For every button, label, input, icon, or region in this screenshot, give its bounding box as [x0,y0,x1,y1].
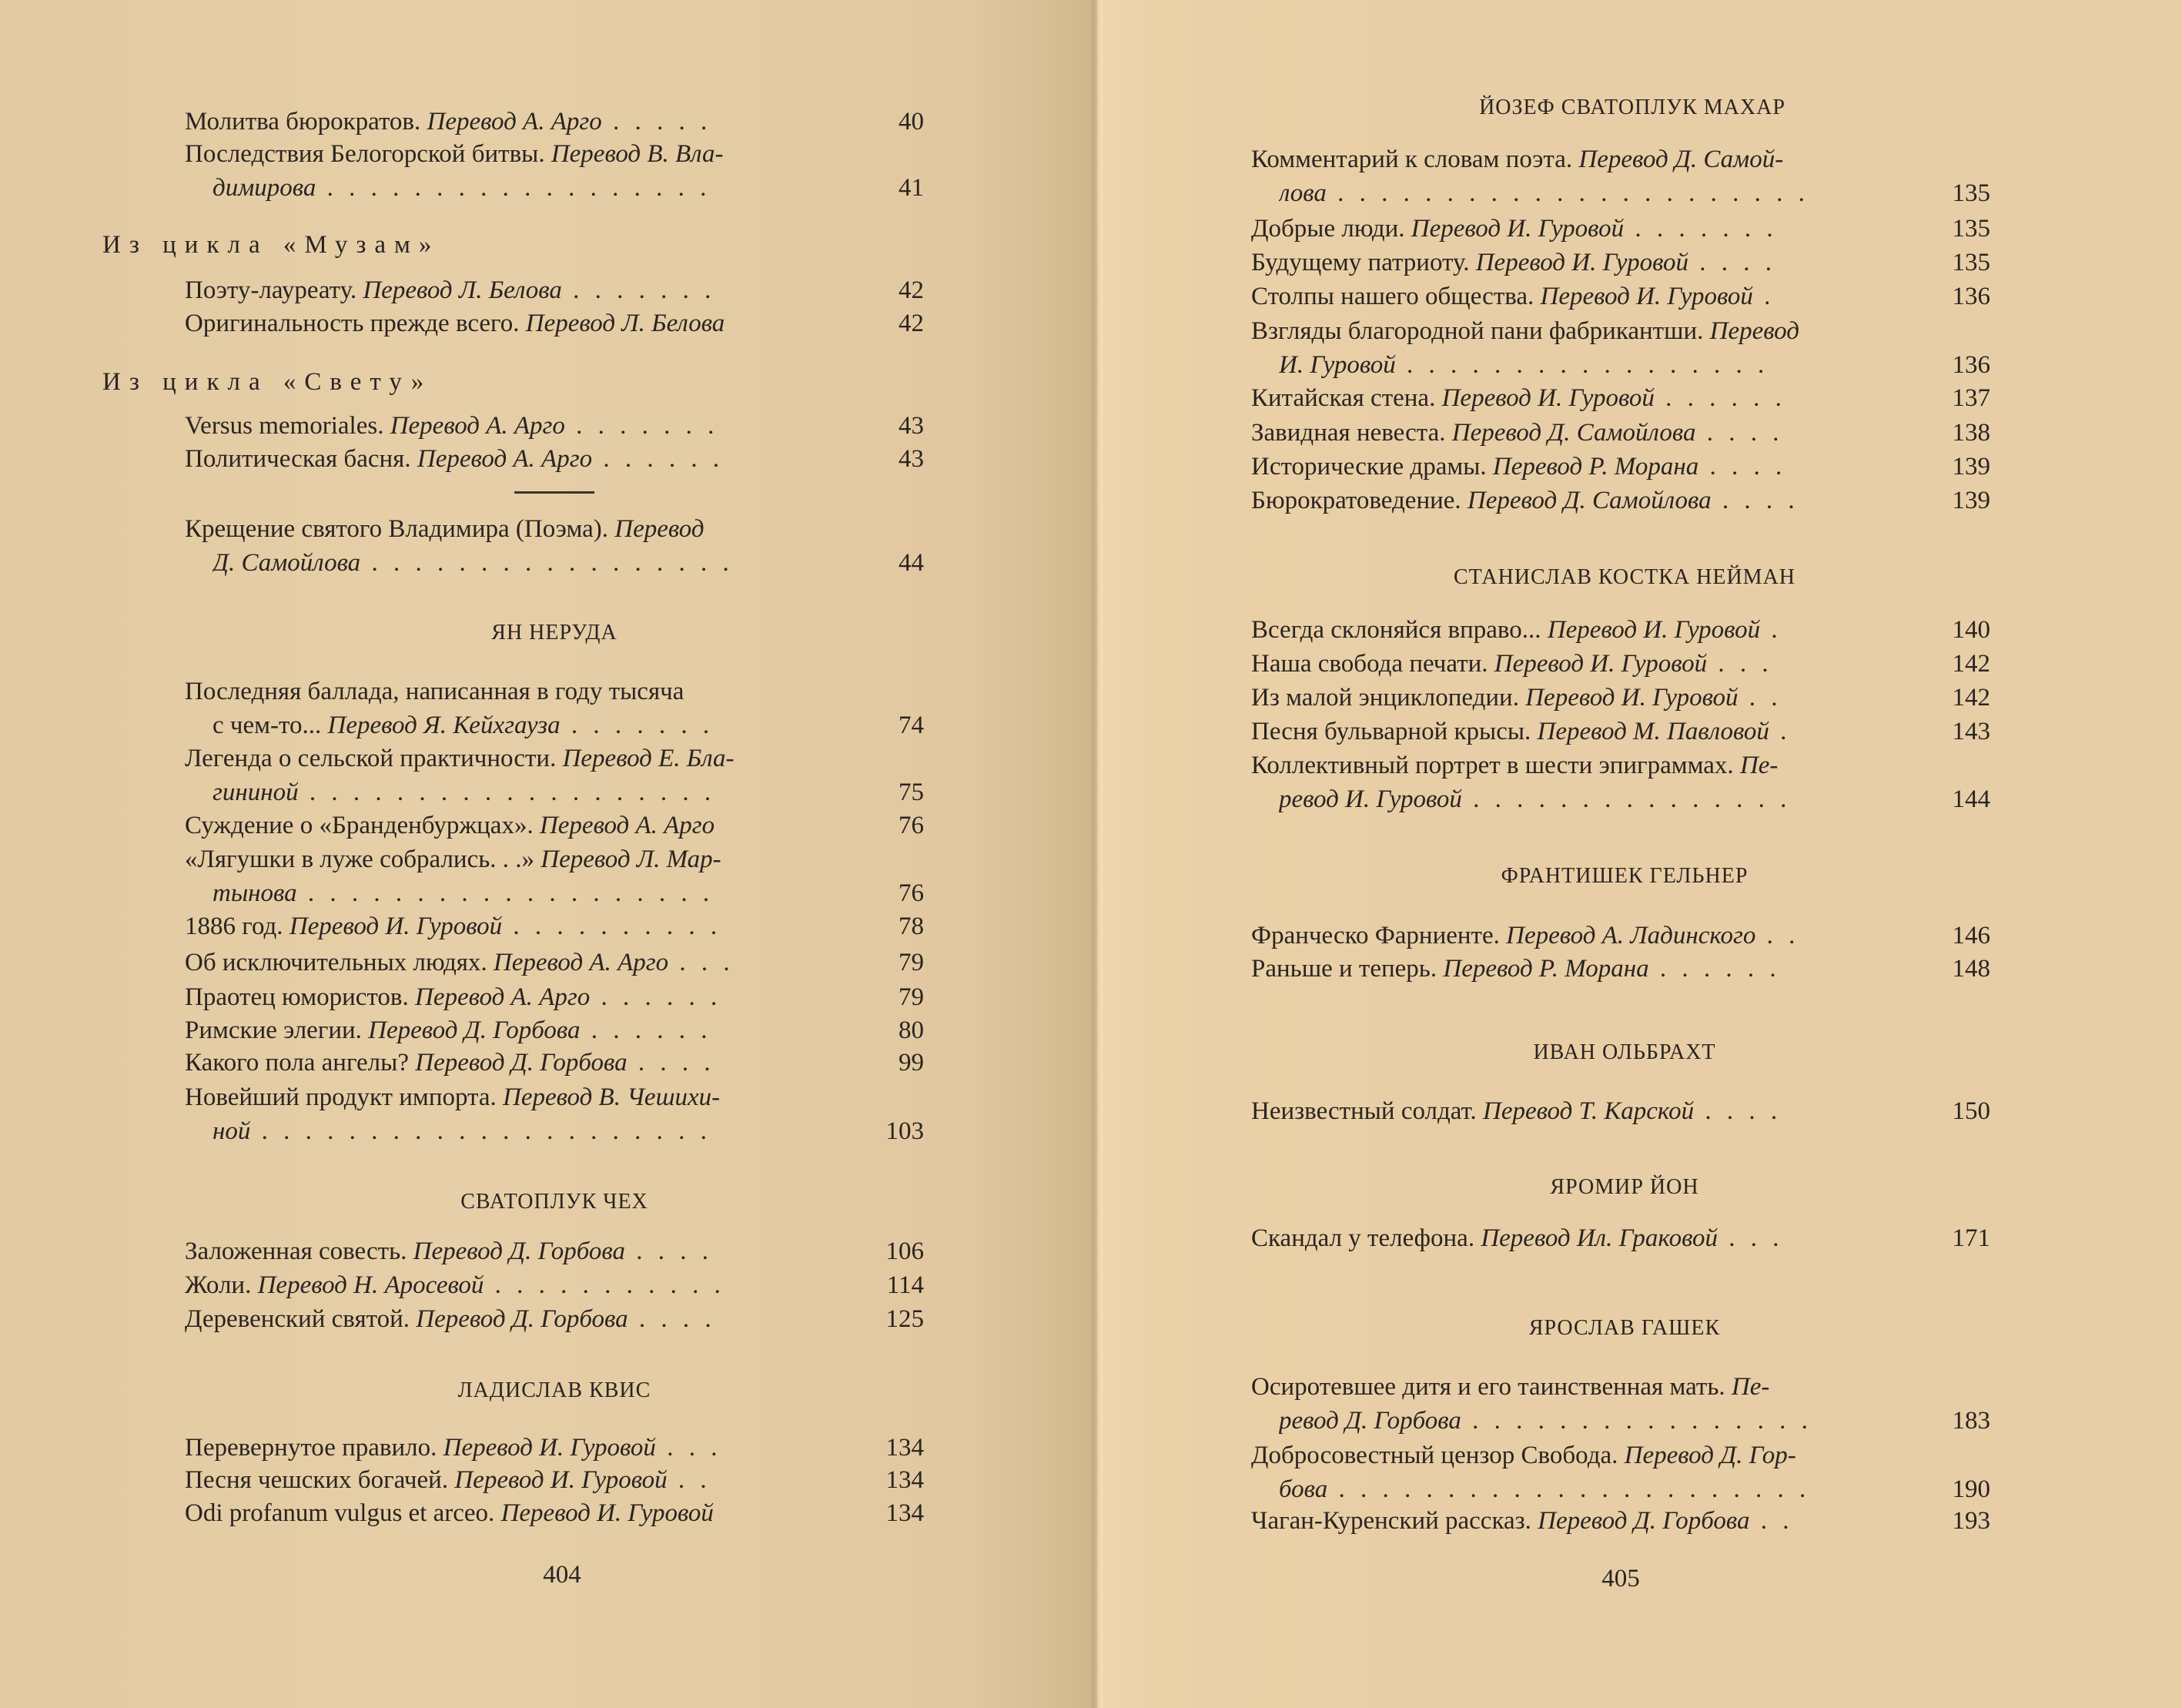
toc-line [185,909,924,943]
entry-title: Об исключительных людях. [185,949,487,976]
cycle-heading: Из цикла «Музам» [102,231,440,259]
author-heading: СВАТОПЛУК ЧЕХ [460,1190,648,1214]
toc-line [185,1080,924,1114]
entry-title: Неизвестный солдат. [1251,1097,1477,1125]
entry-title-cont: с чем-то... [213,712,322,739]
entry-translator: Перевод Р. Морана [1492,453,1699,481]
toc-line [185,1234,924,1268]
dot-leader: . . [1755,922,1800,949]
entry-translator: Перевод А. Арго [390,412,565,440]
dot-leader: . [1769,718,1792,745]
toc-page-number: 99 [899,1049,924,1077]
toc-line [213,546,924,580]
author-heading: ЛАДИСЛАВ КВИС [457,1378,651,1402]
dot-leader: . . . . . . [1654,384,1786,412]
dot-leader: . . . . [1711,487,1799,514]
toc-page-number: 138 [1952,419,1990,447]
entry-translator: Перевод И. Гуровой [1494,650,1708,678]
toc-page-number: 43 [899,412,924,440]
entry-title: Раньше и теперь. [1251,955,1437,983]
entry-title: 1886 год. [185,913,283,940]
toc-page-number: 80 [899,1016,924,1044]
entry-title: Заложенная совесть. [185,1237,407,1265]
entry-title: Какого пола ангелы? [185,1049,409,1077]
entry-title: Всегда склоняйся вправо... [1251,616,1541,644]
entry-translator: Перевод А. Арго [417,445,593,473]
entry-translator: Перевод Д. Самой- [1578,146,1784,173]
entry-title: Бюрократоведение. [1251,487,1461,514]
dot-leader: . . . . . . . [564,412,719,440]
entry-translator: Перевод И. Гуровой [454,1466,668,1494]
toc-line [1251,1438,1990,1472]
book-gutter [1092,0,1103,1708]
dot-leader: . [1760,616,1782,644]
entry-title: Перевернутое правило. [185,1434,437,1462]
dot-leader: . . . [1718,1224,1784,1252]
toc-page-number: 136 [1952,283,1990,310]
toc-line [185,137,924,171]
entry-translator: Перевод Т. Карской [1483,1097,1695,1125]
toc-line [213,171,924,205]
entry-translator: Перевод И. Гуровой [1525,684,1739,712]
toc-page-number: 142 [1952,650,1990,678]
entry-title: Скандал у телефона. [1251,1224,1475,1252]
dot-leader: . . . . . . . . . . . [484,1271,725,1299]
entry-translator: Перевод Л. Белова [363,276,562,304]
toc-page-number: 144 [1952,785,1990,813]
dot-leader: . . . . . . [590,983,722,1011]
entry-title: Столпы нашего общества. [1251,283,1534,310]
dot-leader: . . . . . . . . . . . . . . . [1461,785,1792,813]
toc-line [185,306,924,340]
toc-page-number: 139 [1952,453,1990,481]
toc-line [185,1268,924,1302]
toc-page-number: 190 [1952,1475,1990,1503]
entry-title: Последствия Белогорской битвы. [185,140,545,168]
entry-title: Добросовестный цензор Свобода. [1251,1442,1618,1469]
entry-translator-cont: лова [1279,179,1327,207]
toc-page-number: 148 [1952,955,1990,983]
toc-line [185,1013,924,1047]
entry-translator-cont: ревод И. Гуровой [1279,785,1462,813]
entry-translator-cont: гининой [213,779,299,806]
toc-page-number: 42 [899,276,924,304]
toc-line [213,708,924,742]
entry-title: Молитва бюрократов. [185,108,421,136]
toc-line [1251,919,1990,953]
author-heading: ФРАНТИШЕК ГЕЛЬНЕР [1501,864,1749,888]
toc-page-number: 134 [885,1466,924,1494]
dot-leader: . . . . . . . [1624,215,1778,243]
entry-title: Поэту-лауреату. [185,276,357,304]
toc-page-number: 137 [1952,384,1990,412]
entry-translator: Перевод Д. Гор- [1624,1442,1796,1469]
entry-translator: Перевод А. Арго [427,108,602,136]
toc-line [185,409,924,443]
entry-translator: Перевод Р. Морана [1443,955,1649,983]
toc-line [1251,416,1990,450]
dot-leader: . . . . . . . . . . . . . . . . . [1395,351,1769,379]
toc-page-number: 103 [885,1117,924,1145]
entry-translator-cont: Перевод Я. Кейхгауза [327,712,561,739]
entry-title: Франческо Фарниенте. [1251,922,1500,949]
entry-translator: Перевод Д. Горбова [415,1049,627,1077]
dot-leader: . . . . . [601,108,712,136]
entry-translator: Пе- [1739,752,1779,779]
toc-line [1251,681,1990,715]
dot-leader: . . [1749,1507,1794,1535]
toc-line [1251,212,1990,246]
entry-translator: Перевод А. Арго [539,812,715,839]
dot-leader: . . . . [1695,419,1784,447]
toc-line [213,1114,924,1148]
entry-translator-cont: И. Гуровой [1279,351,1396,379]
toc-line [185,842,924,876]
author-heading: ЯРОСЛАВ ГАШЕК [1528,1316,1721,1340]
page-number: 404 [543,1561,581,1589]
toc-line [185,980,924,1014]
entry-title: Versus memoriales. [185,412,384,440]
entry-title: Праотец юмористов. [185,983,409,1011]
dot-leader: . . . . . . . . . . . . . . . . . . . . . . [1327,1475,1811,1503]
entry-translator: Перевод И. Гуровой [1540,283,1753,310]
toc-line [1279,1472,1990,1506]
entry-translator: Перевод И. Гуровой [1441,384,1655,412]
toc-page-number: 143 [1952,718,1990,745]
entry-translator: Перевод И. Гуровой [289,913,503,940]
entry-translator: Перевод Ил. Граковой [1481,1224,1718,1252]
toc-line [185,1046,924,1080]
toc-line [1251,142,1990,176]
toc-line [1251,715,1990,749]
page-number: 405 [1601,1565,1640,1592]
toc-page-number: 193 [1952,1507,1990,1535]
entry-title: Песня чешских богачей. [185,1466,449,1494]
toc-page-number: 150 [1952,1097,1990,1125]
entry-title: Последняя баллада, написанная в году тысяча [185,678,684,705]
toc-page-number: 142 [1952,684,1990,712]
entry-title: Взгляды благородной пани фабрикантши. [1251,317,1704,345]
entry-translator: Перевод Д. Горбова [416,1305,628,1333]
toc-line [185,512,924,546]
entry-translator: Перевод Л. Мар- [540,846,721,873]
toc-line [1251,381,1990,415]
toc-page-number: 41 [899,174,924,202]
dot-leader: . . [1738,684,1782,712]
author-heading: ЙОЗЕФ СВАТОПЛУК МАХАР [1479,95,1785,119]
toc-page-number: 74 [899,712,924,739]
toc-line [1279,348,1990,382]
toc-line [185,273,924,307]
toc-page-number: 183 [1952,1407,1990,1435]
toc-line [185,105,924,139]
toc-page-number: 135 [1952,249,1990,276]
dot-leader: . . [667,1466,711,1494]
dot-leader: . . . . [1688,249,1777,276]
toc-line [185,675,924,708]
entry-title: Жоли. [185,1271,252,1299]
entry-title: Будущему патриоту. [1251,249,1470,276]
entry-translator: Перевод А. Арго [493,949,669,976]
toc-page-number: 135 [1952,215,1990,243]
entry-translator-cont: тынова [213,879,297,907]
toc-page-number: 43 [899,445,924,473]
entry-title: «Лягушки в луже собрались. . .» [185,846,535,873]
dot-leader: . . . . . . . . . . . . . . . . . . . [298,779,716,806]
entry-translator: Перевод Н. Аросевой [257,1271,484,1299]
entry-translator: Перевод Д. Горбова [1538,1507,1750,1535]
toc-line [1251,246,1990,280]
section-divider [514,491,594,494]
toc-line [1251,647,1990,681]
toc-page-number: 146 [1952,922,1990,949]
toc-line [185,1431,924,1465]
entry-title: Осиротевшее дитя и его таинственная мать. [1251,1373,1725,1401]
toc-line [185,809,924,842]
entry-title: Odi profanum vulgus et arceo. [185,1499,495,1527]
dot-leader: . . . . . . . . . . . . . . . . . . . . . . [1326,179,1809,207]
entry-translator-cont: бова [1279,1475,1328,1503]
toc-line [1251,484,1990,517]
dot-leader: . . . . . . . . . . . . . . . . . . [316,174,711,202]
toc-line [185,442,924,476]
toc-line [1251,613,1990,647]
entry-translator: Перевод Д. Горбова [368,1016,581,1044]
entry-translator: Перевод В. Вла- [551,140,724,168]
dot-leader: . . . . . . [580,1016,712,1044]
dot-leader: . . . . . . . . . . . . . . . . . . . [296,879,715,907]
toc-page-number: 76 [899,812,924,839]
entry-title: Римские элегии. [185,1016,362,1044]
dot-leader: . . . . . . . . . . [502,913,722,940]
dot-leader: . . . [668,949,735,976]
toc-page-number: 76 [899,879,924,907]
entry-title: Легенда о сельской практичности. [185,745,557,772]
entry-translator: Перевод Д. Самойлова [1451,419,1696,447]
dot-leader: . . . . [1698,453,1787,481]
toc-line [185,1463,924,1497]
entry-title: Комментарий к словам поэта. [1251,146,1573,173]
toc-page-number: 136 [1952,351,1990,379]
entry-title: Китайская стена. [1251,384,1436,412]
dot-leader: . . . . . . . [560,712,715,739]
author-heading: ЯРОМИР ЙОН [1550,1175,1699,1199]
entry-translator: Перевод И. Гуровой [1411,215,1625,243]
entry-title: Чаган-Куренский рассказ. [1251,1507,1531,1535]
entry-title: Коллективный портрет в шести эпиграммах. [1251,752,1734,779]
toc-line [1251,280,1990,313]
toc-line [185,1496,924,1530]
toc-page-number: 106 [885,1237,924,1265]
toc-line [1251,749,1990,782]
entry-title: Деревенский святой. [185,1305,410,1333]
toc-line [185,946,924,980]
toc-line [213,775,924,809]
entry-translator: Перевод Л. Белова [525,310,725,337]
entry-translator: Перевод Д. Самойлова [1467,487,1712,514]
entry-title: Исторические драмы. [1251,453,1487,481]
toc-page-number: 79 [899,949,924,976]
entry-title: Завидная невеста. [1251,419,1446,447]
author-heading: СТАНИСЛАВ КОСТКА НЕЙМАН [1453,565,1796,589]
entry-translator: Пе- [1731,1373,1770,1401]
entry-title: Суждение о «Бранденбуржцах». [185,812,534,839]
entry-title: Оригинальность прежде всего. [185,310,520,337]
entry-title: Из малой энциклопедии. [1251,684,1519,712]
entry-translator: Перевод И. Гуровой [500,1499,714,1527]
dot-leader: . . . . . . . [561,276,716,304]
author-heading: ИВАН ОЛЬБРАХТ [1533,1040,1716,1064]
entry-translator-cont: димирова [213,174,316,202]
toc-page-number: 78 [899,913,924,940]
toc-page-number: 135 [1952,179,1990,207]
toc-line [1251,1094,1990,1128]
toc-page-number: 75 [899,779,924,806]
dot-leader: . . . . [627,1049,715,1077]
toc-page-number: 114 [886,1271,924,1299]
dot-leader: . . . . . . . . . . . . . . . . [1461,1407,1812,1435]
entry-translator-cont: ревод Д. Горбова [1279,1407,1461,1435]
entry-translator-cont: ной [213,1117,251,1145]
toc-page-number: 42 [899,310,924,337]
dot-leader: . . . . [1694,1097,1782,1125]
author-heading: ЯН НЕРУДА [491,621,617,645]
entry-title: Песня бульварной крысы. [1251,718,1531,745]
toc-page-number: 79 [899,983,924,1011]
toc-page-number: 125 [885,1305,924,1333]
toc-page-number: 40 [899,108,924,136]
entry-translator: Перевод Д. Горбова [413,1237,625,1265]
dot-leader: . . . . . . . . . . . . . . . . . . . . . [250,1117,711,1145]
toc-line [1251,450,1990,484]
entry-translator: Перевод В. Чешихи- [503,1083,721,1111]
dot-leader: . . . [655,1434,722,1462]
entry-title: Крещение святого Владимира (Поэма). [185,515,609,543]
dot-leader: . . . . [625,1237,713,1265]
entry-translator: Перевод М. Павловой [1537,718,1769,745]
toc-page-number: 140 [1952,616,1990,644]
entry-translator: Перевод Е. Бла- [562,745,735,772]
entry-title: Наша свобода печати. [1251,650,1488,678]
toc-page-number: 134 [885,1499,924,1527]
toc-line [1251,1370,1990,1404]
entry-translator: Перевод [614,515,704,543]
toc-line [185,742,924,775]
toc-line [1279,782,1990,816]
entry-title: Новейший продукт импорта. [185,1083,497,1111]
dot-leader: . . . . . . [592,445,725,473]
entry-translator: Перевод А. Арго [415,983,591,1011]
entry-title: Политическая басня. [185,445,411,473]
toc-line [1279,1404,1990,1438]
toc-line [1251,1504,1990,1538]
toc-page-number: 134 [885,1434,924,1462]
toc-line [185,1302,924,1336]
entry-translator: Перевод И. Гуровой [1475,249,1689,276]
toc-line [1251,314,1990,348]
entry-translator: Перевод А. Ладинского [1506,922,1756,949]
dot-leader: . . . . . . [1648,955,1781,983]
toc-page-number: 44 [899,549,924,577]
dot-leader: . . . . . . . . . . . . . . . . . [360,549,734,577]
entry-translator: Перевод И. Гуровой [1547,616,1761,644]
entry-translator-cont: Д. Самойлова [213,549,361,577]
toc-line [213,876,924,910]
dot-leader: . . . [1707,650,1773,678]
cycle-heading: Из цикла «Свету» [102,368,433,396]
toc-page-number: 139 [1952,487,1990,514]
toc-line [1279,176,1990,210]
toc-line [1251,1221,1990,1255]
entry-title: Добрые люди. [1251,215,1405,243]
entry-translator: Перевод И. Гуровой [443,1434,656,1462]
toc-page-number: 171 [1952,1224,1990,1252]
dot-leader: . . . . [627,1305,716,1333]
entry-translator: Перевод [1709,317,1799,345]
dot-leader: . [1752,283,1775,310]
toc-line [1251,952,1990,986]
